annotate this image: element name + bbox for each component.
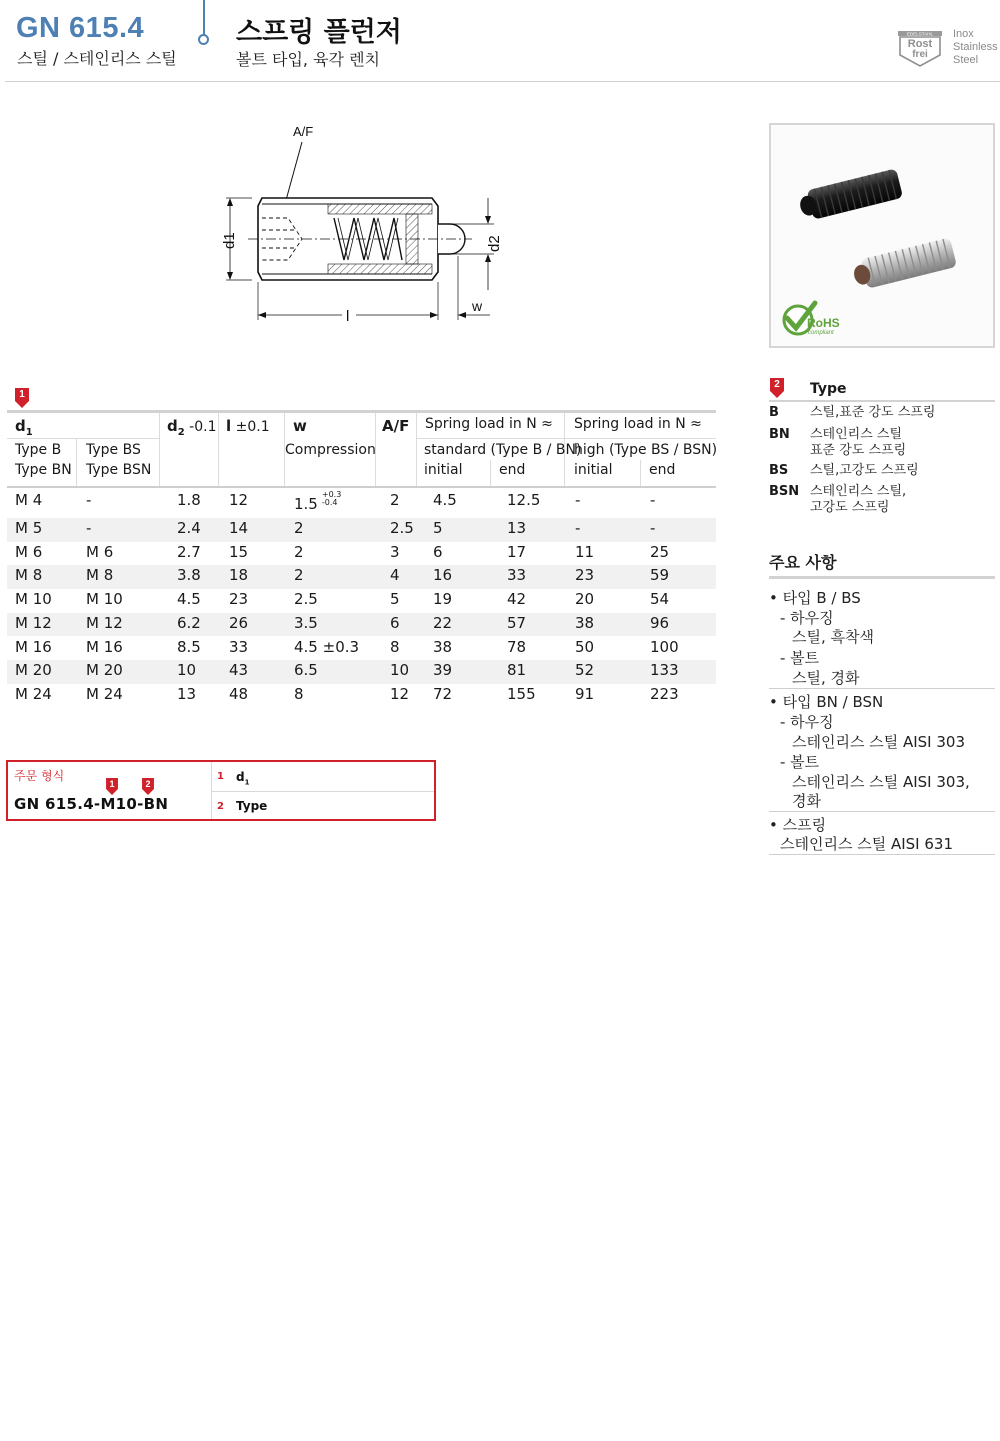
table-cell-d2: 4.5	[177, 590, 201, 609]
table-row	[7, 542, 716, 566]
header-initial-std: initial	[424, 462, 463, 478]
table-cell-d1a: M 20	[15, 661, 52, 680]
table-cell-se: 81	[507, 661, 527, 680]
header-standard-type: standard (Type B / BN)	[424, 442, 582, 458]
note-line: - 볼트	[780, 753, 820, 771]
order-item-2-number: 2	[217, 801, 224, 812]
type-rule	[769, 400, 995, 402]
header-end-std: end	[499, 462, 526, 478]
table-cell-d1a: M 12	[15, 613, 52, 632]
note-line: - 하우징	[780, 609, 834, 627]
header-type-bn: Type BN	[15, 462, 72, 478]
table-cell-d1b: M 12	[86, 613, 123, 632]
note-line: • 스프링	[769, 816, 827, 834]
type-code-b: B	[769, 405, 779, 420]
table-cell-si: 6	[433, 542, 443, 561]
note-line: 스틸, 흑착색	[792, 628, 874, 646]
table-cell-d1b: M 6	[86, 542, 114, 561]
table-cell-si: 5	[433, 519, 443, 537]
table-cell-l: 14	[229, 519, 249, 537]
table-cell-d2: 10	[177, 661, 197, 680]
label-af: A/F	[293, 124, 314, 139]
table-cell-se: 17	[507, 542, 527, 561]
note-line: 스테인리스 스틸 AISI 303,	[792, 773, 970, 791]
note-line: 경화	[792, 792, 821, 810]
table-row	[7, 637, 716, 661]
inox-line: Inox	[953, 28, 974, 40]
table-cell-w: 4.5 ±0.3	[294, 637, 360, 656]
table-cell-he: -	[650, 519, 656, 537]
table-cell-si: 38	[433, 637, 453, 656]
table-cell-l: 33	[229, 637, 249, 656]
table-cell-d1b: M 8	[86, 566, 114, 585]
table-cell-hi: 52	[575, 661, 595, 680]
order-example-box	[6, 760, 436, 821]
table-row	[7, 613, 716, 637]
table-cell-af: 6	[390, 613, 400, 632]
type-desc-b: 스틸,표준 강도 스프링	[810, 405, 936, 420]
table-row	[7, 660, 716, 684]
marker-number: 2	[774, 379, 780, 390]
type-desc-bs: 스틸,고강도 스프링	[810, 463, 919, 478]
badge-rost-text: Rost	[907, 38, 933, 50]
type-code-bn: BN	[769, 427, 790, 442]
table-cell-af: 2.5	[390, 519, 414, 537]
table-cell-se: 78	[507, 637, 527, 656]
marker-number: 2	[145, 779, 151, 789]
table-cell-af: 4	[390, 566, 400, 585]
table-cell-si: 4.5	[433, 491, 457, 509]
table-cell-af: 12	[390, 684, 410, 703]
table-cell-se: 13	[507, 519, 527, 537]
table-cell-hi: 11	[575, 542, 595, 561]
table-cell-he: 133	[650, 661, 679, 680]
table-cell-l: 23	[229, 590, 249, 609]
table-cell-si: 16	[433, 566, 453, 585]
table-cell-he: 100	[650, 637, 679, 656]
header-type-b: Type B	[15, 442, 62, 458]
table-cell-he: 54	[650, 590, 670, 609]
table-cell-l: 43	[229, 661, 249, 680]
table-cell-l: 18	[229, 566, 249, 585]
table-cell-w: 2	[294, 519, 304, 537]
page-subtitle: 볼트 타입, 육각 렌치	[236, 50, 380, 69]
header-end-high: end	[649, 462, 676, 478]
table-cell-he: -	[650, 491, 656, 509]
note-line: • 타입 BN / BSN	[769, 693, 884, 711]
table-cell-d1a: M 8	[15, 566, 43, 585]
table-cell-d1b: M 16	[86, 637, 123, 656]
table-cell-he: 223	[650, 684, 679, 703]
table-cell-w: 6.5	[294, 661, 318, 680]
rostfrei-badge-icon	[897, 30, 943, 68]
table-cell-hi: 38	[575, 613, 595, 632]
label-d2: d2	[486, 235, 503, 252]
marker-1	[14, 388, 30, 408]
table-cell-si: 19	[433, 590, 453, 609]
table-cell-d1b: M 20	[86, 661, 123, 680]
table-cell-se: 42	[507, 590, 527, 609]
label-d1: d1	[221, 232, 238, 249]
badge-frei-text: frei	[912, 49, 928, 60]
order-code: GN 615.4-M10-BN	[14, 795, 169, 813]
product-code: GN 615.4	[16, 12, 145, 44]
inox-line: Stainless	[953, 41, 998, 53]
table-row	[7, 589, 716, 613]
note-line: 스테인리스 스틸 AISI 303	[792, 733, 965, 751]
table-cell-w: 3.5	[294, 613, 318, 632]
rohs-text: RoHS	[807, 316, 840, 330]
label-l: l	[346, 308, 350, 325]
table-cell-d1b: -	[86, 519, 92, 537]
table-cell-af: 2	[390, 491, 400, 509]
header-af: A/F	[382, 417, 410, 435]
table-cell-d1a: M 4	[15, 491, 43, 509]
table-cell-l: 15	[229, 542, 249, 561]
type-code-bsn: BSN	[769, 484, 800, 499]
header-divider-dot	[198, 34, 209, 45]
table-cell-hi: -	[575, 519, 581, 537]
table-cell-d1b: -	[86, 491, 92, 509]
note-line: • 타입 B / BS	[769, 589, 861, 607]
note-separator	[769, 854, 995, 855]
table-cell-d2: 1.8	[177, 491, 201, 509]
table-cell-d2: 3.8	[177, 566, 201, 585]
product-material: 스틸 / 스테인리스 스틸	[17, 49, 177, 68]
order-item-1-text: $d_1$	[236, 770, 250, 787]
table-cell-w: 2.5	[294, 590, 318, 609]
order-item-1-number: 1	[217, 771, 224, 782]
table-cell-d1a: M 5	[15, 519, 43, 537]
table-top-rule	[7, 410, 716, 413]
inox-line: Steel	[953, 54, 979, 66]
table-cell-se: 33	[507, 566, 527, 585]
table-cell-af: 10	[390, 661, 410, 680]
marker-2	[769, 378, 785, 398]
table-cell-l: 26	[229, 613, 249, 632]
header-initial-high: initial	[574, 462, 613, 478]
label-w: w	[472, 298, 483, 314]
table-cell-d1a: M 16	[15, 637, 52, 656]
header-high-type: high (Type BS / BSN)	[574, 442, 718, 458]
header-type-bsn: Type BSN	[86, 462, 152, 478]
table-cell-se: 12.5	[507, 491, 541, 509]
rohs-sub-text: compliant	[808, 330, 834, 336]
note-separator	[769, 688, 995, 689]
badge-small-text: EDELSTAHL	[907, 31, 933, 37]
table-cell-d1a: M 24	[15, 684, 52, 703]
table-cell-l: 48	[229, 684, 249, 703]
table-cell-hi: 50	[575, 637, 595, 656]
table-cell-d2: 6.2	[177, 613, 201, 632]
header-d2: $d_2$ -0.1	[167, 417, 217, 438]
table-cell-l: 12	[229, 491, 249, 509]
header-rule	[5, 81, 1000, 82]
inox-label	[953, 28, 998, 67]
table-cell-af: 5	[390, 590, 400, 609]
table-cell-af: 3	[390, 542, 400, 561]
type-code-bs: BS	[769, 463, 789, 478]
table-cell-he: 96	[650, 613, 670, 632]
table-cell-he: 59	[650, 566, 670, 585]
table-cell-w: 1.5 +0.3 -0.4	[294, 490, 342, 513]
header-l: l ±0.1	[226, 417, 270, 435]
table-cell-d2: 2.4	[177, 519, 201, 537]
table-cell-he: 25	[650, 542, 670, 561]
product-photo	[769, 123, 995, 348]
spring-plunger-photo-icon	[771, 125, 993, 346]
table-row	[7, 684, 716, 708]
notes-rule	[769, 576, 995, 579]
header-spring-high: Spring load in N ≈	[574, 416, 702, 432]
table-cell-d2: 2.7	[177, 542, 201, 561]
table-row	[7, 565, 716, 589]
page-title: 스프링 플런저	[236, 17, 402, 48]
table-cell-se: 155	[507, 684, 536, 703]
table-cell-d1a: M 6	[15, 542, 43, 561]
rohs-logo-icon	[784, 303, 840, 336]
type-desc-bsn: 스테인리스 스틸, 고강도 스프링	[810, 484, 907, 515]
technical-drawing	[210, 120, 510, 330]
note-line: 스테인리스 스틸 AISI 631	[780, 835, 953, 853]
notes-title: 주요 사항	[769, 553, 837, 572]
table-cell-si: 72	[433, 684, 453, 703]
table-row	[7, 518, 716, 542]
table-cell-d1a: M 10	[15, 590, 52, 609]
table-cell-af: 8	[390, 637, 400, 656]
header-type-bs: Type BS	[86, 442, 141, 458]
table-cell-hi: 20	[575, 590, 595, 609]
table-cell-hi: 23	[575, 566, 595, 585]
note-line: 스틸, 경화	[792, 669, 860, 687]
table-cell-si: 22	[433, 613, 453, 632]
table-cell-w: 2	[294, 542, 304, 561]
table-cell-hi: 91	[575, 684, 595, 703]
table-cell-d2: 13	[177, 684, 197, 703]
table-cell-d1b: M 10	[86, 590, 123, 609]
table-cell-w: 8	[294, 684, 304, 703]
table-cell-si: 39	[433, 661, 453, 680]
table-cell-hi: -	[575, 491, 581, 509]
type-desc-bn: 스테인리스 스틸 표준 강도 스프링	[810, 427, 907, 458]
note-line: - 볼트	[780, 649, 820, 667]
header-d1: $d_1$	[15, 417, 33, 438]
type-title: Type	[810, 381, 847, 397]
order-label: 주문 형식	[14, 769, 65, 783]
note-line: - 하우징	[780, 713, 834, 731]
header-w: w	[293, 417, 307, 435]
table-cell-se: 57	[507, 613, 527, 632]
header-divider	[203, 0, 205, 36]
order-mid-rule	[212, 791, 434, 792]
table-cell-d2: 8.5	[177, 637, 201, 656]
order-item-2-text: Type	[236, 799, 268, 813]
marker-number: 1	[109, 779, 115, 789]
marker-number: 1	[19, 389, 25, 400]
table-row	[7, 488, 716, 518]
table-cell-d1b: M 24	[86, 684, 123, 703]
table-cell-w: 2	[294, 566, 304, 585]
header-spring-standard: Spring load in N ≈	[425, 416, 553, 432]
note-separator	[769, 811, 995, 812]
header-w-compression: Compression	[285, 442, 376, 458]
